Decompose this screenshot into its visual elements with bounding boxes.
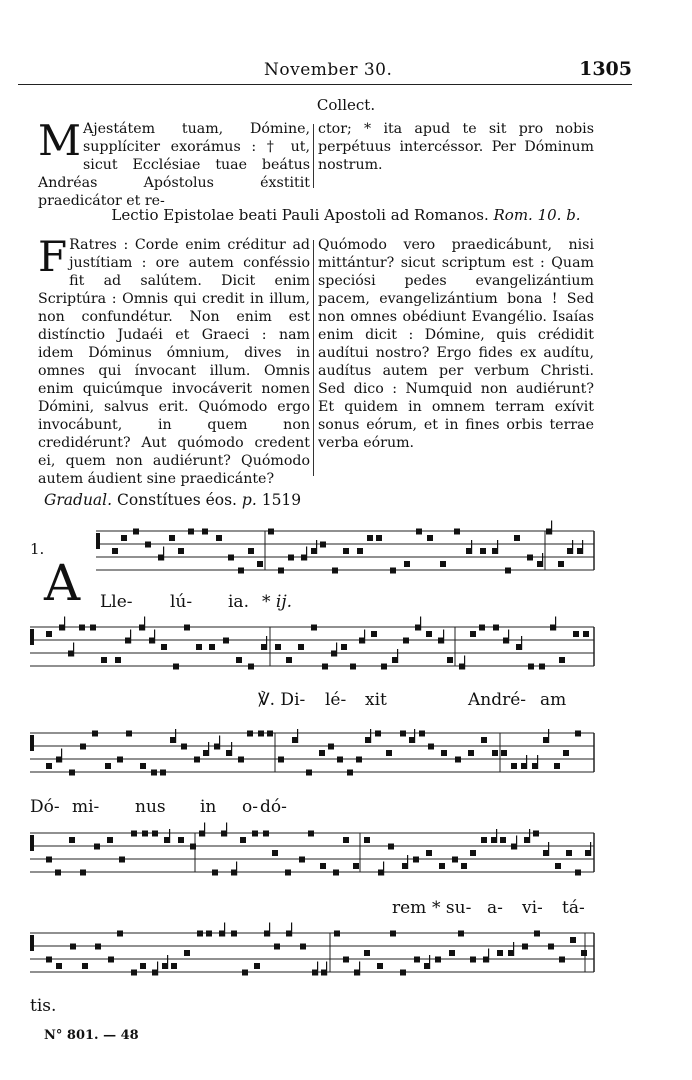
neume-note [343, 957, 349, 963]
neume-stem [64, 617, 65, 631]
neume-note [441, 750, 447, 756]
lyric-line2-4: André- [468, 690, 527, 710]
neume-stem [383, 862, 384, 876]
neume-note [356, 757, 362, 763]
lyric-line1-1: Lle- [100, 592, 133, 612]
neume-note [388, 844, 394, 850]
neume-note [376, 535, 382, 541]
neume-note [306, 770, 312, 776]
neume-note [247, 731, 253, 737]
neume-note [90, 625, 96, 631]
footer-signature: N° 801. — 48 [44, 1028, 139, 1043]
neume-note [238, 757, 244, 763]
collect-drop-cap: M [38, 116, 82, 165]
neume-stem [73, 643, 74, 657]
lyric-line5-1: tis. [30, 996, 57, 1016]
neume-note [528, 664, 534, 670]
neume-stem [526, 755, 527, 769]
neume-note [500, 837, 506, 843]
neume-stem [219, 736, 220, 750]
neume-stem [175, 729, 176, 743]
neume-note [285, 870, 291, 876]
neume-note [263, 831, 269, 837]
neume-stem [364, 630, 365, 644]
neume-note [274, 944, 280, 950]
neume-note [481, 737, 487, 743]
neume-note [439, 863, 445, 869]
neume-note [470, 957, 476, 963]
neume-note [341, 644, 347, 650]
lyric-line3-5: o- [242, 797, 258, 817]
neume-stem [336, 643, 337, 657]
neume-note [559, 657, 565, 663]
neume-stem [316, 540, 317, 554]
neume-stem [291, 923, 292, 937]
neume-note [555, 863, 561, 869]
neume-note [275, 644, 281, 650]
neume-stem [497, 540, 498, 554]
neume-note [69, 770, 75, 776]
collect-heading: Collect. [316, 96, 376, 114]
neume-note [333, 870, 339, 876]
neume-note [470, 850, 476, 856]
neume-stem [208, 742, 209, 756]
neume-stem [414, 729, 415, 743]
lyric-line3-3: nus [135, 797, 166, 817]
neume-note [188, 529, 194, 535]
neume-stem [407, 855, 408, 869]
lyric-line2-1: ℣. Di- [258, 690, 306, 710]
neume-note [554, 763, 560, 769]
neume-note [493, 625, 499, 631]
neume-stem [226, 823, 227, 837]
neume-note [272, 850, 278, 856]
chant-neumes [46, 521, 591, 976]
neume-note [390, 931, 396, 937]
neume-note [381, 664, 387, 670]
neume-note [548, 944, 554, 950]
neume-note [236, 657, 242, 663]
lectio-right-text: Quómodo vero praedicábunt, nisi mittántur? sicut scriptum est : Quam speciósi pedes evangelizántium pacem, evangelizántium bona ! Sed non omnes obédiunt Evangélio. Isaías enim dicit : Dómine, quis crédidit audítui nostro? Ergo fides ex audítu, audítus autem per verbum Christi. Sed dico : Numquid non audiérunt? Et quidem in omnem terram exívit sonus eórum, et in fines orbis terrae verba eórum. [318, 237, 594, 451]
neume-note [299, 857, 305, 863]
neume-note [252, 831, 258, 837]
neume-stem [317, 962, 318, 976]
neume-note [413, 857, 419, 863]
neume-note [140, 963, 146, 969]
neume-note [105, 763, 111, 769]
neume-note [298, 644, 304, 650]
neume-note [69, 837, 75, 843]
neume-note [347, 770, 353, 776]
neume-note [559, 957, 565, 963]
lyric-line2-3: xit [365, 690, 387, 710]
neume-stem [167, 955, 168, 969]
neume-note [82, 963, 88, 969]
neume-note [343, 548, 349, 554]
neume-stem [542, 553, 543, 567]
neume-note [209, 644, 215, 650]
neume-note [364, 950, 370, 956]
neume-note [181, 744, 187, 750]
neume-note [400, 970, 406, 976]
neume-stem [163, 547, 164, 561]
collect-left-text: Ajestátem tuam, Dómine, supplíciter exorámus : † ut, sicut Ecclésiae tuae beátus Andréas Apóstolus éxstitit praedicátor et re- [38, 121, 310, 209]
neume-note [414, 957, 420, 963]
neume-note [328, 744, 334, 750]
lyric-line3-4: in [200, 797, 217, 817]
neume-note [539, 664, 545, 670]
neume-note [95, 944, 101, 950]
neume-note [461, 863, 467, 869]
neume-stem [204, 823, 205, 837]
neume-note [254, 963, 260, 969]
neume-stem [537, 755, 538, 769]
neume-note [121, 535, 127, 541]
neume-stem [508, 630, 509, 644]
neume-stem [157, 962, 158, 976]
neume-note [350, 664, 356, 670]
neume-note [514, 535, 520, 541]
neume-note [501, 750, 507, 756]
neume-stem [266, 636, 267, 650]
neume-note [194, 757, 200, 763]
neume-note [447, 657, 453, 663]
neume-note [46, 857, 52, 863]
neume-note [70, 944, 76, 950]
neume-stem [590, 842, 591, 856]
neume-note [337, 757, 343, 763]
neume-note [46, 957, 52, 963]
neume-stem [464, 656, 465, 670]
neume-stem [169, 829, 170, 843]
neume-note [238, 568, 244, 574]
neume-note [426, 631, 432, 637]
neume-stem [471, 540, 472, 554]
lyric-line1-3: ia. [228, 592, 249, 612]
lyric-line1-4: * ij. [262, 592, 293, 612]
neume-note [419, 731, 425, 737]
neume-note [427, 535, 433, 541]
chant-mode-number: 1. [30, 540, 45, 558]
neume-note [470, 631, 476, 637]
neume-note [161, 644, 167, 650]
neume-note [268, 529, 274, 535]
neume-note [178, 548, 184, 554]
neume-note [505, 568, 511, 574]
neume-stem [496, 829, 497, 843]
neume-note [190, 844, 196, 850]
neume-note [145, 542, 151, 548]
neume-note [416, 529, 422, 535]
neume-note [386, 750, 392, 756]
neume-note [173, 664, 179, 670]
neume-note [440, 561, 446, 567]
neume-note [258, 731, 264, 737]
neume-stem [572, 540, 573, 554]
neume-stem [154, 630, 155, 644]
neume-note [403, 638, 409, 644]
neume-stem [306, 547, 307, 561]
neume-note [480, 548, 486, 554]
neume-note [108, 957, 114, 963]
neume-note [390, 568, 396, 574]
neume-note [288, 555, 294, 561]
neume-stem [488, 949, 489, 963]
neume-note [497, 950, 503, 956]
neume-note [364, 837, 370, 843]
neume-note [115, 657, 121, 663]
neume-stem [397, 649, 398, 663]
neume-note [334, 931, 340, 937]
neume-stem [370, 729, 371, 743]
lyric-line1-2: lú- [170, 592, 193, 612]
neume-note [566, 850, 572, 856]
neume-note [107, 837, 113, 843]
neume-note [400, 731, 406, 737]
neume-stem [548, 729, 549, 743]
neume-note [371, 631, 377, 637]
neume-note [286, 657, 292, 663]
lectio-drop-cap: F [38, 232, 68, 281]
neume-note [455, 757, 461, 763]
clef-mark [30, 935, 34, 951]
gradual-label: Gradual. [44, 491, 113, 509]
neume-note [133, 529, 139, 535]
lyric-line2-2: lé- [325, 690, 347, 710]
neume-stem [130, 630, 131, 644]
neume-note [492, 750, 498, 756]
neume-note [92, 731, 98, 737]
neume-note [563, 750, 569, 756]
neume-note [278, 757, 284, 763]
neume-stem [513, 942, 514, 956]
neume-stem [582, 540, 583, 554]
neume-note [468, 750, 474, 756]
lyric-line4-2: * su- [432, 898, 472, 918]
neume-note [152, 831, 158, 837]
collect-right-text: ctor; * ita apud te sit pro nobis perpétuus intercéssor. Per Dóminum nostrum. [318, 121, 594, 173]
neume-note [375, 731, 381, 737]
page-number: 1305 [579, 58, 632, 80]
neume-note [80, 870, 86, 876]
neume-note [212, 870, 218, 876]
neume-note [151, 770, 157, 776]
neume-note [240, 837, 246, 843]
header-title: November 30. [264, 60, 393, 80]
neume-stem [359, 962, 360, 976]
neume-stem [297, 729, 298, 743]
neume-note [343, 837, 349, 843]
neume-note [449, 950, 455, 956]
neume-note [534, 931, 540, 937]
neume-stem [551, 521, 552, 535]
lyric-line3-6: dó- [260, 797, 287, 817]
neume-note [169, 535, 175, 541]
lyric-line4-3: a- [487, 898, 503, 918]
neume-note [184, 625, 190, 631]
neume-note [46, 763, 52, 769]
chant-initial: A [44, 554, 81, 612]
neume-note [377, 963, 383, 969]
neume-stem [529, 829, 530, 843]
neume-note [454, 529, 460, 535]
neume-note [112, 548, 118, 554]
clef-mark [30, 629, 34, 645]
neume-note [126, 731, 132, 737]
neume-note [583, 631, 589, 637]
neume-note [353, 863, 359, 869]
lectio-reference: Rom. 10. b. [493, 206, 581, 224]
lyric-line2-5: am [540, 690, 567, 710]
neume-note [131, 970, 137, 976]
neume-note [101, 657, 107, 663]
lectio-title: Lectio Epistolae beati Pauli Apostoli ad Romanos. [111, 206, 489, 224]
neume-note [278, 568, 284, 574]
neume-note [223, 638, 229, 644]
neume-note [428, 744, 434, 750]
neume-note [202, 529, 208, 535]
neume-note [228, 555, 234, 561]
neume-note [435, 957, 441, 963]
neume-note [426, 850, 432, 856]
neume-note [511, 763, 517, 769]
neume-note [248, 664, 254, 670]
neume-stem [231, 742, 232, 756]
neume-note [216, 535, 222, 541]
neume-note [558, 561, 564, 567]
neume-note [522, 944, 528, 950]
neume-note [267, 731, 273, 737]
neume-stem [443, 630, 444, 644]
clef-mark [30, 735, 34, 751]
neume-stem [420, 617, 421, 631]
neume-note [248, 548, 254, 554]
neume-note [575, 731, 581, 737]
neume-note [575, 870, 581, 876]
neume-note [94, 844, 100, 850]
neume-stem [224, 923, 225, 937]
neume-note [197, 931, 203, 937]
neume-note [320, 542, 326, 548]
neume-note [117, 931, 123, 937]
lyric-line3-2: mi- [72, 797, 100, 817]
neume-note [131, 831, 137, 837]
neume-stem [516, 836, 517, 850]
neume-note [160, 770, 166, 776]
neume-note [55, 870, 61, 876]
neume-note [184, 950, 190, 956]
neume-note [142, 831, 148, 837]
neume-stem [144, 617, 145, 631]
neume-note [311, 625, 317, 631]
clef-mark [30, 835, 34, 851]
neume-note [79, 625, 85, 631]
neume-note [367, 535, 373, 541]
gradual-text: Constítues éos. [117, 491, 237, 509]
neume-stem [269, 923, 270, 937]
neume-stem [429, 955, 430, 969]
neume-note [308, 831, 314, 837]
neume-stem [521, 636, 522, 650]
neume-note [570, 937, 576, 943]
neume-note [481, 837, 487, 843]
neume-note [231, 931, 237, 937]
neume-note [80, 744, 86, 750]
neume-note [300, 944, 306, 950]
neume-note [117, 757, 123, 763]
neume-note [332, 568, 338, 574]
neume-note [458, 931, 464, 937]
neume-note [452, 857, 458, 863]
neume-note [140, 763, 146, 769]
neume-stem [236, 862, 237, 876]
neume-note [479, 625, 485, 631]
neume-note [119, 857, 125, 863]
neume-stem [326, 962, 327, 976]
neume-note [357, 548, 363, 554]
lyric-line3-1: Dó- [30, 797, 60, 817]
neume-stem [555, 617, 556, 631]
neume-note [581, 950, 587, 956]
neume-note [404, 561, 410, 567]
neume-note [46, 631, 52, 637]
neume-stem [548, 842, 549, 856]
neume-note [196, 644, 202, 650]
neume-note [533, 831, 539, 837]
neume-note [320, 863, 326, 869]
neume-note [573, 631, 579, 637]
neume-note [171, 963, 177, 969]
neume-note [56, 963, 62, 969]
lectio-left-text: Ratres : Corde enim créditur ad justítiam : ore autem conféssio fit ad salútem. Dicit enim Scriptúra : Omnis qui credit in illum, non confundétur. Non enim est distínctio Judaéi et Graeci : nam idem Dóminus ómnium, dives in omnes qui ínvocant illum. Omnis enim quicúmque invocáverit nomen Dómini, salvus erit. Quómodo ergo invocábunt, in quem non credidérunt? Aut quómodo credent ei, quem non audiérunt? Quómodo autem áudient sine praedicánte? [38, 237, 310, 487]
neume-note [206, 931, 212, 937]
lyric-line4-1: rem [392, 898, 427, 918]
neume-note [527, 555, 533, 561]
gradual-ref-label: p. [241, 491, 257, 509]
neume-stem [61, 749, 62, 763]
neume-note [322, 664, 328, 670]
neume-note [242, 970, 248, 976]
neume-note [319, 750, 325, 756]
gradual-ref-page: 1519 [261, 491, 302, 509]
lyric-line4-4: vi- [522, 898, 543, 918]
neume-note [178, 837, 184, 843]
neume-note [257, 561, 263, 567]
clef-mark [96, 533, 100, 549]
lyric-line4-5: tá- [562, 898, 585, 918]
